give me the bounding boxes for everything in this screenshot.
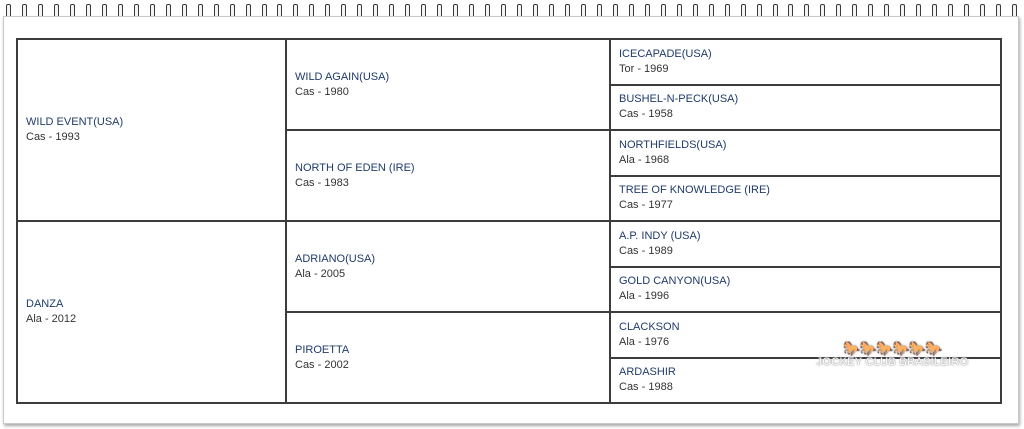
- watermark-text: JOCKEY CLUB BRASILEIRO: [816, 356, 969, 368]
- ancestor-cell: [610, 221, 1001, 267]
- horse-info: Cas - 1988: [619, 381, 673, 394]
- horse-name: ARDASHIR: [619, 366, 676, 379]
- horse-name: TREE OF KNOWLEDGE (IRE): [619, 184, 770, 197]
- horse-name: NORTH OF EDEN (IRE): [295, 161, 415, 174]
- ancestor-cell: [610, 39, 1001, 85]
- horse-name: WILD EVENT(USA): [26, 116, 124, 128]
- horse-name: PIROETTA: [295, 343, 350, 356]
- horse-name: NORTHFIELDS(USA): [619, 138, 727, 151]
- ancestor-cell: [610, 267, 1001, 313]
- dam-cell: [17, 221, 286, 403]
- horse-info: Ala - 2012: [26, 313, 77, 325]
- horse-name: GOLD CANYON(USA): [619, 275, 731, 288]
- sire-sire-cell: [286, 39, 610, 130]
- horse-info: Cas - 2002: [295, 358, 349, 371]
- racing-horses-logo-icon: 🐎🐎🐎🐎🐎🐎: [843, 340, 942, 356]
- horse-info: Cas - 1977: [619, 199, 673, 212]
- horse-name: CLACKSON: [619, 320, 680, 333]
- horse-info: Cas - 1983: [295, 176, 349, 189]
- horse-info: Cas - 1993: [26, 131, 80, 143]
- horse-info: Cas - 1958: [619, 108, 673, 121]
- horse-name: DANZA: [26, 298, 64, 310]
- sire-dam-cell: [286, 130, 610, 221]
- horse-info: Ala - 1996: [619, 290, 670, 303]
- horse-info: Cas - 1989: [619, 244, 673, 257]
- horse-name: ICECAPADE(USA): [619, 47, 712, 60]
- horse-name: BUSHEL-N-PECK(USA): [619, 93, 739, 106]
- horse-info: Ala - 1968: [619, 153, 670, 166]
- ancestor-cell: [610, 85, 1001, 131]
- horse-info: Ala - 1976: [619, 335, 670, 348]
- horse-name: ADRIANO(USA): [295, 252, 376, 265]
- horse-name: WILD AGAIN(USA): [295, 70, 390, 83]
- horse-name: A.P. INDY (USA): [619, 229, 701, 242]
- jockey-club-watermark: [800, 340, 985, 368]
- dam-dam-cell: [286, 312, 610, 403]
- horse-info: Ala - 2005: [295, 267, 346, 280]
- sire-cell: [17, 39, 286, 221]
- ancestor-cell: [610, 176, 1001, 222]
- ancestor-cell: [610, 130, 1001, 176]
- horse-info: Cas - 1980: [295, 85, 349, 98]
- horse-info: Tor - 1969: [619, 62, 669, 75]
- dam-sire-cell: [286, 221, 610, 312]
